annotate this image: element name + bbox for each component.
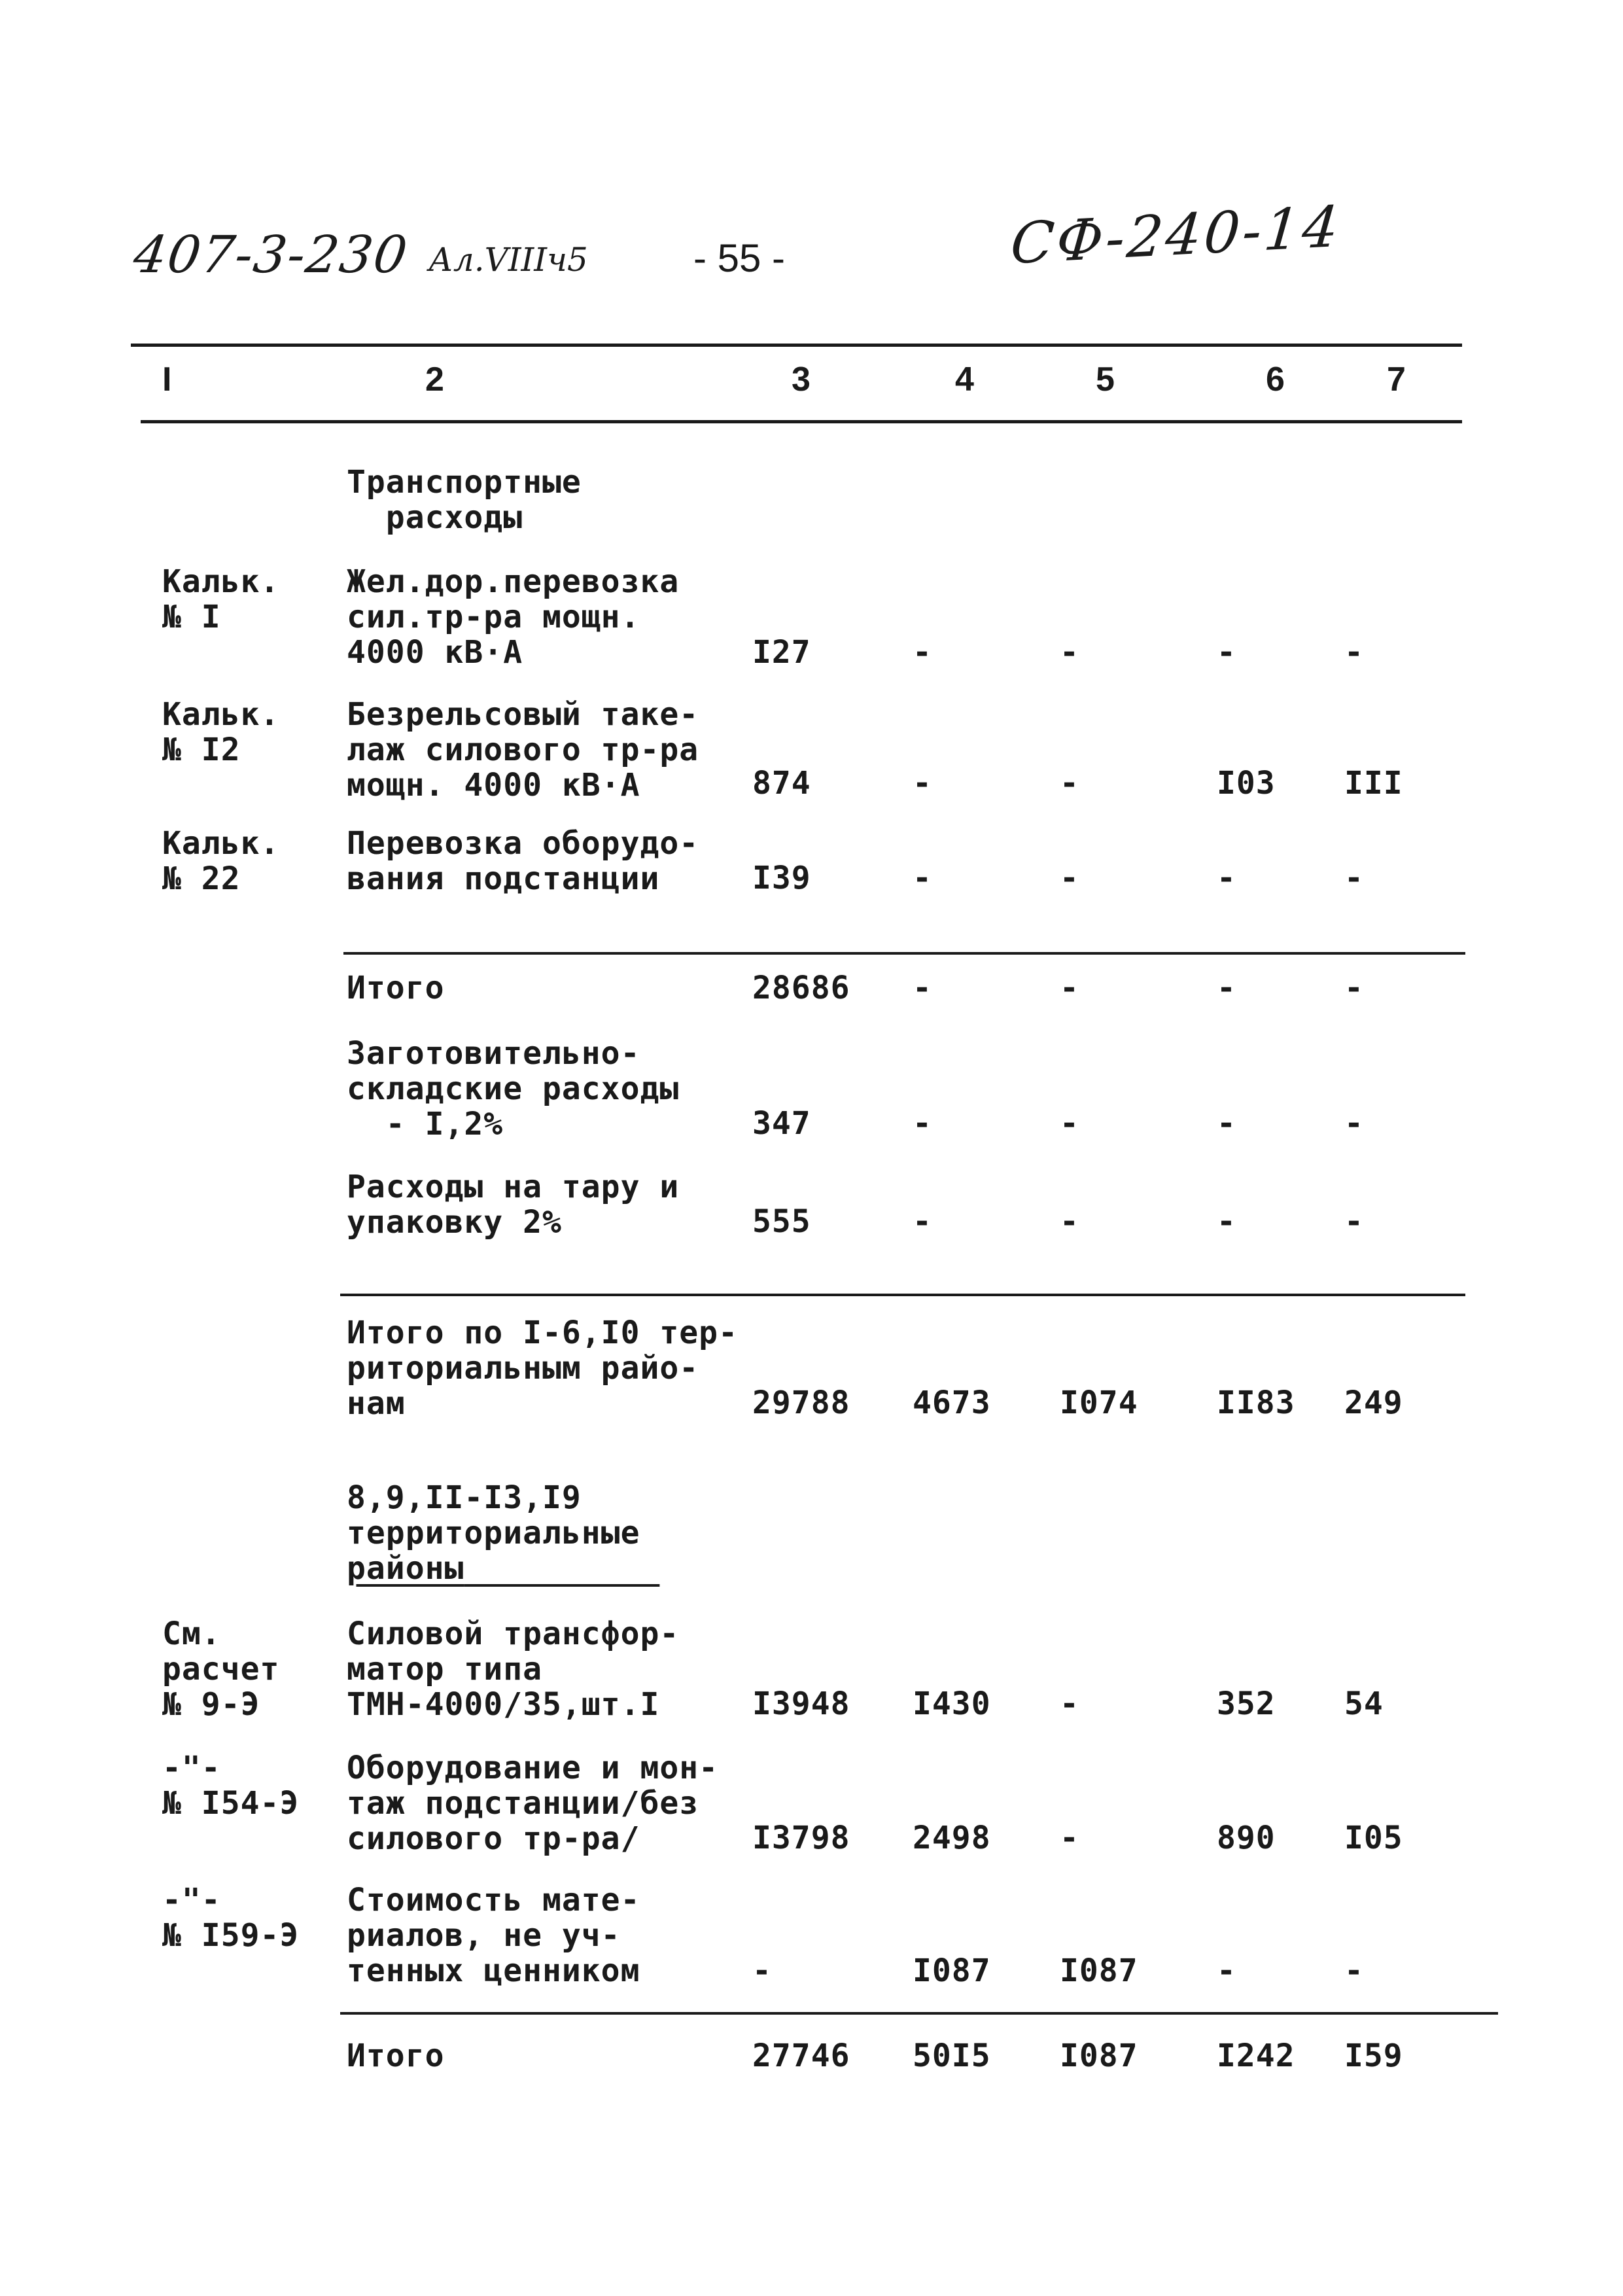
row-4-col5: - (1060, 1686, 1079, 1722)
row-6-col5: I087 (1060, 1952, 1138, 1989)
total-2-col3: 27746 (752, 2038, 850, 2074)
column-header-6: 6 (1266, 361, 1285, 398)
document-code: 407-3-230 (130, 226, 412, 285)
subtotal-1-col7: - (1344, 970, 1364, 1006)
overhead-1-col6: - (1217, 1105, 1236, 1142)
overhead-1-desc: Заготовительно- складские расходы - I,2% (347, 1035, 680, 1142)
total-2-col7: I59 (1344, 2038, 1403, 2074)
overhead-1-col7: - (1344, 1105, 1364, 1142)
column-header-2: 2 (425, 361, 444, 398)
row-3-col3: I39 (752, 860, 811, 896)
row-6-col6: - (1217, 1952, 1236, 1989)
series-code: СФ-240-14 (1007, 194, 1344, 277)
section-title-regions-underlined (347, 1551, 659, 1586)
row-3-col5: - (1060, 860, 1079, 896)
overhead-2-col5: - (1060, 1203, 1079, 1240)
subtotal-1-label: Итого (347, 970, 445, 1006)
total-regions-col5: I074 (1060, 1385, 1138, 1421)
subtotal-1-col5: - (1060, 970, 1079, 1006)
overhead-2-col4: - (913, 1203, 932, 1240)
row-4-desc: Силовой трансфор- матор типа ТМН-4000/35,шт.I (347, 1616, 680, 1723)
row-6-ref: -"- № I59-Э (162, 1882, 300, 1954)
section-title-transport: Транспортные расходы (347, 464, 582, 536)
row-2-ref: Кальк. № I2 (162, 696, 280, 768)
row-4-col4: I430 (913, 1686, 991, 1722)
row-5-col6: 890 (1217, 1820, 1276, 1856)
row-1-col5: - (1060, 634, 1079, 671)
total-regions-col6: II83 (1217, 1385, 1295, 1421)
subtotal-1-col6: - (1217, 970, 1236, 1006)
subtotal-1-col4: - (913, 970, 932, 1006)
row-4-col3: I3948 (752, 1686, 850, 1722)
row-5-col4: 2498 (913, 1820, 991, 1856)
row-6-col7: - (1344, 1952, 1364, 1989)
total-2-col6: I242 (1217, 2038, 1295, 2074)
row-1-ref: Кальк. № I (162, 563, 280, 635)
column-header-1: I (162, 361, 172, 398)
row-1-desc: Жел.дор.перевозка сил.тр-ра мощн. 4000 кВ·А (347, 563, 680, 671)
overhead-2-col3: 555 (752, 1203, 811, 1240)
overhead-2-desc: Расходы на тару и упаковку 2% (347, 1169, 680, 1241)
row-3-col6: - (1217, 860, 1236, 896)
table-top-rule (131, 344, 1462, 347)
row-1-col3: I27 (752, 634, 811, 671)
total-regions-label: Итого по I-6,I0 тер- риториальным райо- нам (347, 1315, 738, 1422)
column-header-4: 4 (955, 361, 974, 398)
row-3-ref: Кальк. № 22 (162, 825, 280, 897)
row-5-col7: I05 (1344, 1820, 1403, 1856)
row-2-col6: I03 (1217, 765, 1276, 802)
row-3-desc: Перевозка оборудо- вания подстанции (347, 825, 699, 897)
total-regions-col3: 29788 (752, 1385, 850, 1421)
total-2-col4: 50I5 (913, 2038, 991, 2074)
row-5-desc: Оборудование и мон- таж подстанции/без силового тр-ра/ (347, 1750, 719, 1857)
row-1-col7: - (1344, 634, 1364, 671)
row-6-desc: Стоимость мате- риалов, не уч- тенных ценником (347, 1882, 640, 1989)
row-6-col3: - (752, 1952, 772, 1989)
overhead-2-col7: - (1344, 1203, 1364, 1240)
total-regions-col4: 4673 (913, 1385, 991, 1421)
row-2-desc: Безрельсовый таке- лаж силового тр-ра мощн. 4000 кВ·А (347, 696, 699, 804)
row-5-col5: - (1060, 1820, 1079, 1856)
row-4-col6: 352 (1217, 1686, 1276, 1722)
subtotal-1-col3: 28686 (752, 970, 850, 1006)
row-2-col7: III (1344, 765, 1403, 802)
total-regions-rule (340, 1294, 1465, 1296)
column-header-5: 5 (1096, 361, 1115, 398)
row-2-col5: - (1060, 765, 1079, 802)
column-header-3: 3 (792, 361, 811, 398)
total-2-rule (340, 2012, 1498, 2015)
document-subcode: Ал.VIIIч5 (428, 241, 588, 279)
total-2-label: Итого (347, 2038, 445, 2074)
row-5-col3: I3798 (752, 1820, 850, 1856)
column-header-7: 7 (1387, 361, 1406, 398)
section-title-regions: 8,9,II-I3,I9 территориальные (347, 1479, 640, 1551)
total-regions-col7: 249 (1344, 1385, 1403, 1421)
header-bottom-rule (141, 420, 1462, 423)
row-4-ref: См. расчет № 9-Э (162, 1616, 280, 1723)
row-3-col4: - (913, 860, 932, 896)
row-1-col4: - (913, 634, 932, 671)
row-2-col4: - (913, 765, 932, 802)
total-2-col5: I087 (1060, 2038, 1138, 2074)
overhead-1-col4: - (913, 1105, 932, 1142)
subtotal-1-rule (343, 952, 1465, 955)
row-3-col7: - (1344, 860, 1364, 896)
overhead-2-col6: - (1217, 1203, 1236, 1240)
row-5-ref: -"- № I54-Э (162, 1750, 300, 1822)
overhead-1-col5: - (1060, 1105, 1079, 1142)
row-6-col4: I087 (913, 1952, 991, 1989)
page-number: - 55 - (693, 236, 786, 280)
row-4-col7: 54 (1344, 1686, 1384, 1722)
section-title-regions-last-word: районы (347, 1550, 464, 1587)
row-1-col6: - (1217, 634, 1236, 671)
overhead-1-col3: 347 (752, 1105, 811, 1142)
row-2-col3: 874 (752, 765, 811, 802)
